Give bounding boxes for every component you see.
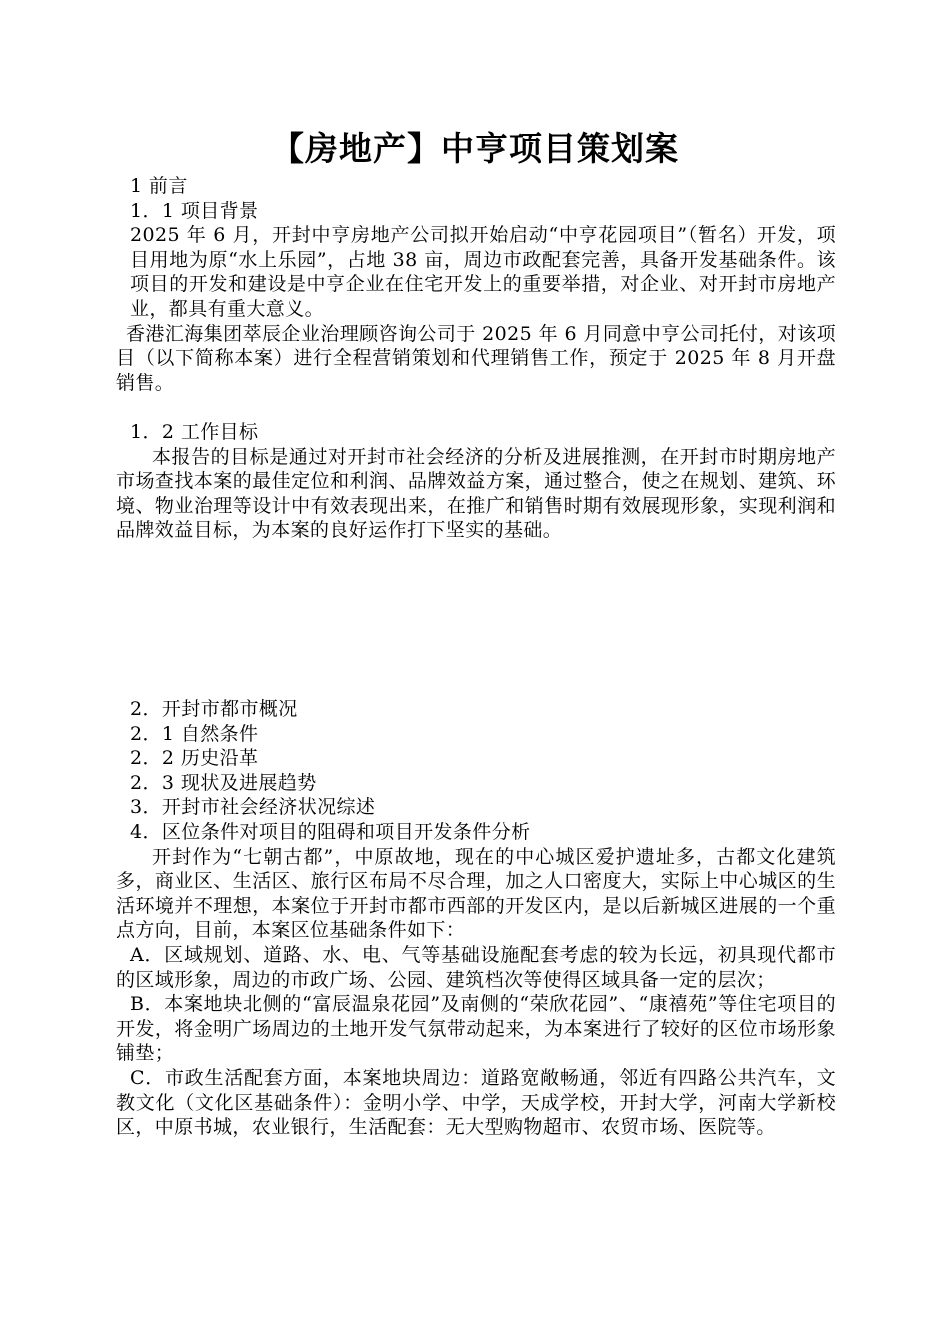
subsection-heading: 1．2 工作目标 (130, 420, 259, 443)
paragraph: A．区域规划、道路、水、电、气等基础设施配套考虑的较为长远，初具现代都市的区域形象，周边的市政广场、公园、建筑档次等使得区域具备一定的层次； (116, 943, 836, 991)
paragraph: 本报告的目标是通过对开封市社会经济的分析及进展推测，在开封市时期房地产市场查找本案的最佳定位和利润、品牌效益方案，通过整合，使之在规划、建筑、环境、物业治理等设计中有效表现出来，在推广和销售时期有效展现形象，实现利润和品牌效益目标，为本案的良好运作打下坚实的基础。 (116, 445, 836, 542)
section-city-overview (116, 697, 836, 1140)
section-preface (116, 174, 836, 543)
paragraph: 开封作为“七朝古都”，中原故地，现在的中心城区爱护遗址多，古都文化建筑多，商业区、生活区、旅行区布局不尽合理，加之人口密度大，实际上中心城区的生活环境并不理想，本案位于开封市都市西部的开发区内，是以后新城区进展的一个重点方向，目前，本案区位基础条件如下： (116, 845, 836, 942)
paragraph: 2025 年 6 月，开封中亨房地产公司拟开始启动“中亨花园项目”（暂名）开发，项目用地为原“水上乐园”，占地 38 亩，周边市政配套完善，具备开发基础条件。该项目的开发和建设是中亨企业在住宅开发上的重要举措，对企业、对开封市房地产业，都具有重大意义。 (130, 224, 836, 320)
paragraph: B．本案地块北侧的“富辰温泉花园”及南侧的“荣欣花园”、“康禧苑”等住宅项目的开发，将金明广场周边的土地开发气氛带动起来，为本案进行了较好的区位市场形象铺垫； (116, 993, 836, 1065)
subsection-heading: 1．1 项目背景 (130, 199, 259, 222)
paragraph: 香港汇海集团萃辰企业治理顾咨询公司于 2025 年 6 月同意中亨公司托付，对该项目（以下简称本案）进行全程营销策划和代理销售工作，预定于 2025 年 8 月开盘销售。 (116, 322, 836, 394)
list-item: 2．2 历史沿革 (130, 747, 259, 770)
section-heading: 3．开封市社会经济状况综述 (130, 796, 376, 819)
paragraph: C．市政生活配套方面，本案地块周边：道路宽敞畅通，邻近有四路公共汽车，文教文化（文化区基础条件）：金明小学、中学，天成学校，开封大学，河南大学新校区，中原书城，农业银行，生活配套：无大型购物超市、农贸市场、医院等。 (116, 1066, 836, 1139)
list-item: 2．1 自然条件 (130, 722, 259, 745)
section-heading: 2．开封市都市概况 (130, 698, 298, 720)
document-title: 【房地产】中亨项目策划案 (271, 129, 679, 168)
section-heading: 4．区位条件对项目的阻碍和项目开发条件分析 (130, 820, 531, 843)
list-item: 2．3 现状及进展趋势 (130, 771, 317, 794)
section-heading: 1 前言 (130, 175, 188, 197)
spacer (116, 395, 836, 420)
